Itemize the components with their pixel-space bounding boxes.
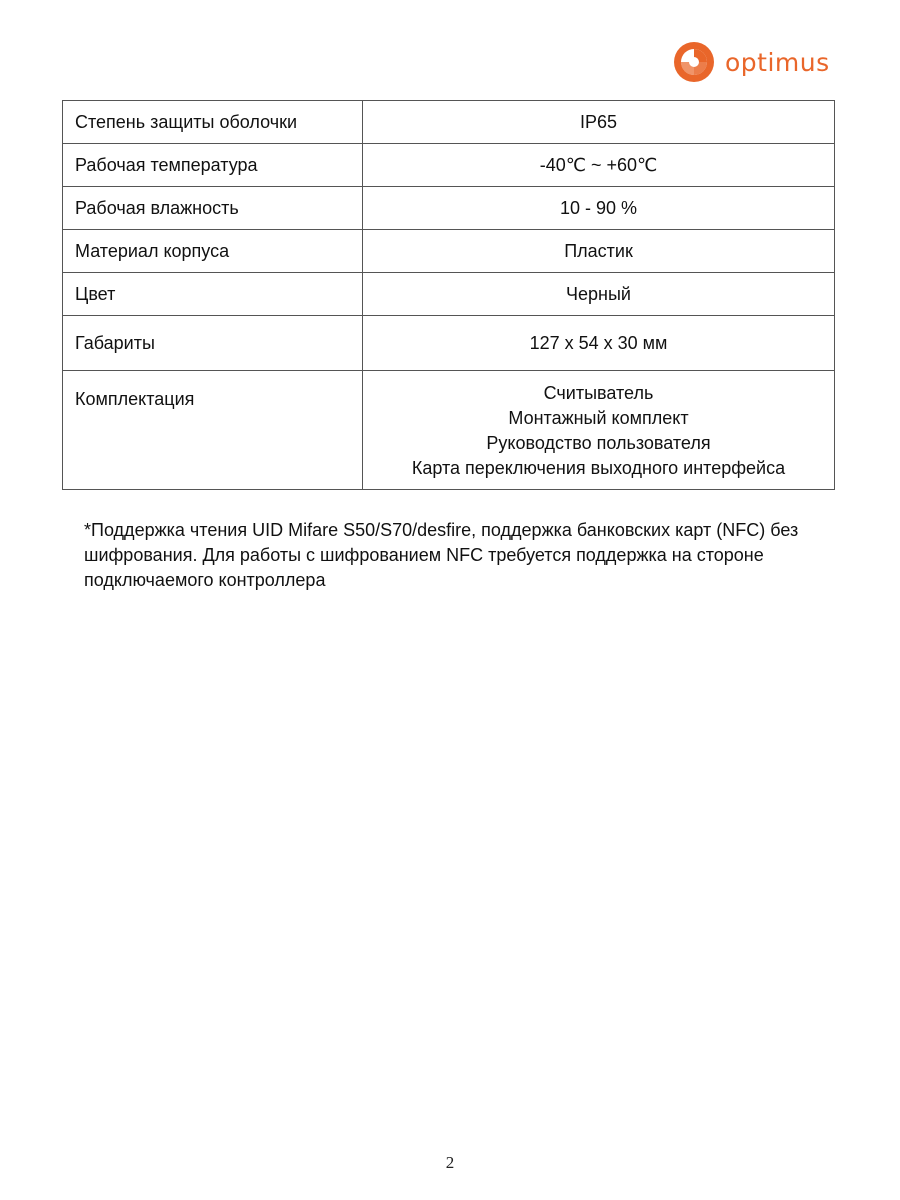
spec-value-temperature: -40℃ ~ +60℃	[363, 144, 835, 187]
kit-item: Карта переключения выходного интерфейса	[411, 457, 786, 478]
brand-logo	[672, 40, 830, 84]
table-row	[63, 316, 835, 371]
specifications-table	[62, 100, 835, 490]
table-row	[63, 273, 835, 316]
optimus-aperture-icon	[672, 40, 716, 84]
spec-label-protection: Степень защиты оболочки	[63, 101, 363, 144]
brand-name: optimus	[725, 47, 830, 77]
footnote: *Поддержка чтения UID Mifare S50/S70/desfire, поддержка банковских карт (NFC) без шифрования. Для работы с шифрованием NFC требуется поддержка на стороне подключаемого контроллера	[84, 520, 799, 590]
kit-item: Монтажный комплект	[508, 407, 689, 428]
table-row	[63, 144, 835, 187]
spec-label-material: Материал корпуса	[63, 230, 363, 273]
table-row	[63, 187, 835, 230]
spec-label-temperature: Рабочая температура	[63, 144, 363, 187]
page-number: 2	[445, 1153, 455, 1172]
spec-label-color: Цвет	[63, 273, 363, 316]
kit-item: Руководство пользователя	[486, 432, 711, 453]
spec-value-protection: IP65	[363, 101, 835, 144]
table-row	[63, 101, 835, 144]
spec-value-humidity: 10 - 90 %	[363, 187, 835, 230]
spec-label-kit: Комплектация	[63, 371, 363, 490]
spec-value-dimensions: 127 х 54 х 30 мм	[363, 316, 835, 371]
spec-value-kit	[363, 371, 835, 490]
spec-value-color: Черный	[363, 273, 835, 316]
spec-value-material: Пластик	[363, 230, 835, 273]
kit-item: Считыватель	[543, 382, 654, 403]
table-row	[63, 230, 835, 273]
table-row	[63, 371, 835, 490]
spec-label-humidity: Рабочая влажность	[63, 187, 363, 230]
spec-label-dimensions: Габариты	[63, 316, 363, 371]
